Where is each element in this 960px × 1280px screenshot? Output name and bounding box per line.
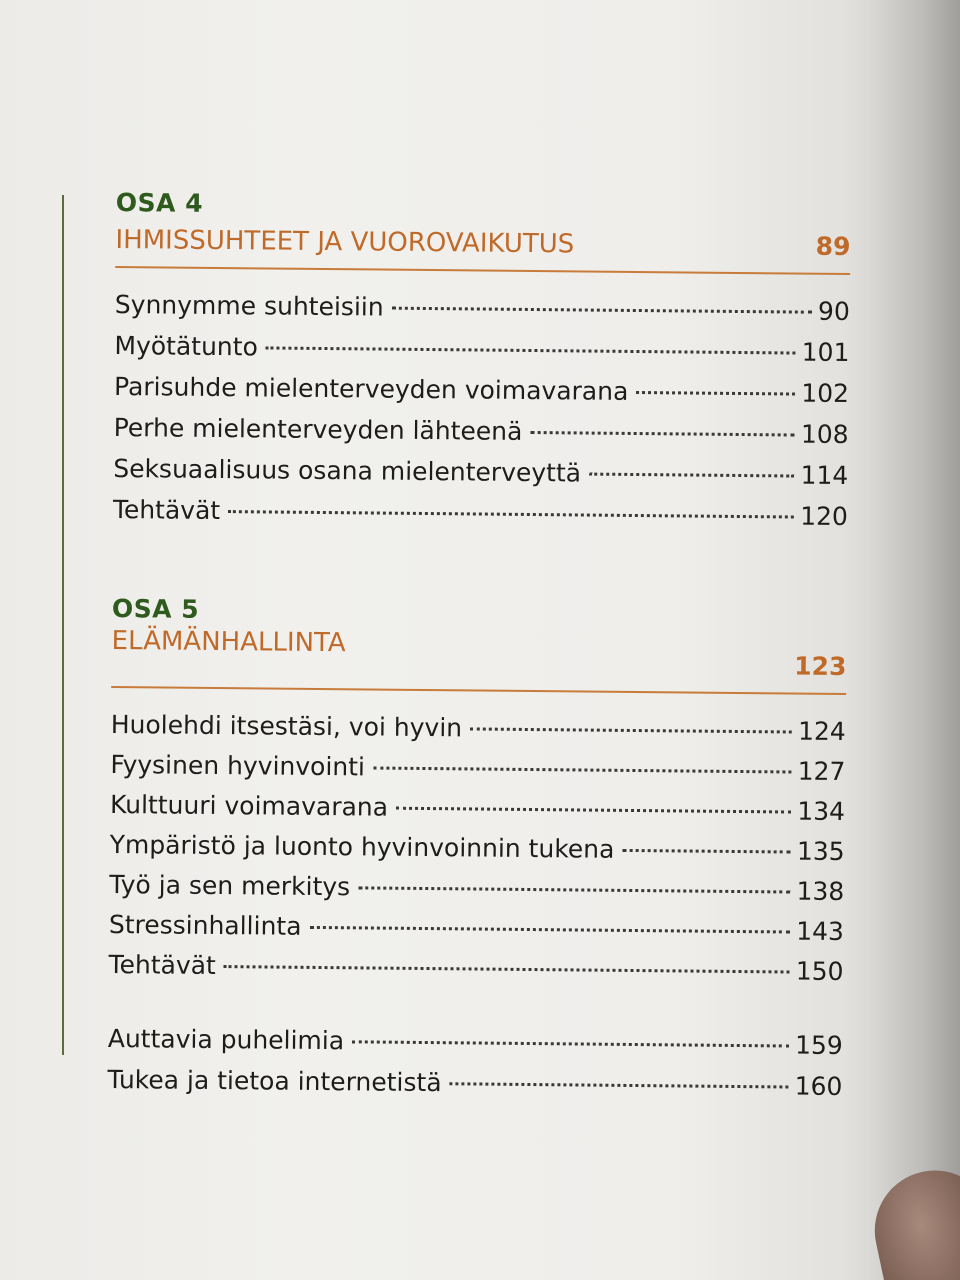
toc-entry <box>109 870 844 917</box>
part-4-section <box>113 186 851 543</box>
toc-entry-title: Huolehdi itsestäsi, voi hyvin <box>110 709 463 743</box>
toc-entry <box>110 790 845 837</box>
toc-entry-title: Perhe mielenterveyden lähteenä <box>113 412 523 446</box>
toc-entry-page: 135 <box>796 836 845 867</box>
toc-entry <box>108 950 843 997</box>
toc-entry <box>114 372 849 420</box>
toc-entry <box>109 830 844 877</box>
part-page-number: 123 <box>794 651 847 682</box>
toc-entry-page: 124 <box>797 716 846 747</box>
toc-entry-page: 160 <box>794 1071 843 1102</box>
toc-entry-title: Seksuaalisuus osana mielenterveyttä <box>113 453 582 488</box>
toc-entry <box>113 413 848 461</box>
toc-entry-page: 127 <box>797 756 846 787</box>
toc-entry <box>110 750 845 797</box>
dot-leader <box>589 473 795 478</box>
dot-leader <box>266 346 796 354</box>
toc-entry-title: Myötätunto <box>114 330 258 362</box>
toc-entry-page: 108 <box>800 419 849 450</box>
toc-entry-title: Synnymme suhteisiin <box>114 289 384 322</box>
toc-list <box>113 290 850 543</box>
toc-entry <box>113 495 848 543</box>
heading-rule <box>111 686 846 695</box>
toc-entry <box>114 331 849 379</box>
table-of-contents <box>107 186 851 1113</box>
toc-entry-title: Tehtävät <box>108 949 216 980</box>
dot-leader <box>396 807 791 814</box>
toc-entry-page: 114 <box>800 460 849 491</box>
toc-entry-page: 159 <box>794 1030 843 1061</box>
toc-entry-title: Stressinhallinta <box>108 909 302 941</box>
toc-entry-page: 150 <box>795 956 844 987</box>
page-edge-shadow <box>870 0 960 1280</box>
toc-entry <box>107 1065 842 1113</box>
toc-entry <box>113 454 848 502</box>
dot-leader <box>622 849 791 854</box>
dot-leader <box>450 1082 789 1088</box>
dot-leader <box>358 886 790 893</box>
part-title: ELÄMÄNHALLINTA <box>111 625 346 659</box>
toc-entry <box>109 910 844 957</box>
dot-leader <box>373 766 792 773</box>
toc-entry <box>108 1024 843 1072</box>
toc-entry-title: Ympäristö ja luonto hyvinvoinnin tukena <box>109 829 615 864</box>
dot-leader <box>530 431 795 437</box>
toc-entry <box>115 290 850 338</box>
dot-leader <box>392 307 812 314</box>
toc-entry-title: Tukea ja tietoa internetistä <box>107 1064 442 1098</box>
section-spacer <box>112 536 848 599</box>
toc-entry-title: Kulttuuri voimavarana <box>109 789 389 822</box>
part-heading <box>111 626 846 687</box>
dot-leader <box>636 391 795 396</box>
toc-entry-title: Tehtävät <box>112 494 221 526</box>
toc-entry-page: 134 <box>797 796 846 827</box>
toc-entry-title: Auttavia puhelimia <box>107 1023 345 1056</box>
part-heading <box>115 220 850 267</box>
part-title: IHMISSUHTEET JA VUOROVAIKUTUS <box>115 224 575 260</box>
part-label: OSA 5 <box>111 593 200 624</box>
dot-leader <box>470 727 792 733</box>
dot-leader <box>224 965 790 973</box>
dot-leader <box>309 926 790 934</box>
part-label: OSA 4 <box>115 187 204 218</box>
toc-entry-page: 101 <box>801 337 850 368</box>
part-page-number: 89 <box>815 231 851 262</box>
margin-bar <box>62 195 64 1055</box>
toc-entry-title: Parisuhde mielenterveyden voimavarana <box>113 371 629 406</box>
appendix-section <box>107 1024 843 1113</box>
toc-list <box>107 1024 843 1113</box>
toc-entry-title: Fyysinen hyvinvointi <box>110 749 366 782</box>
toc-entry-page: 90 <box>817 296 850 327</box>
toc-entry <box>111 710 846 757</box>
toc-entry-page: 143 <box>796 916 845 947</box>
toc-entry-page: 120 <box>800 501 848 532</box>
toc-entry-page: 138 <box>796 876 845 907</box>
toc-entry-page: 102 <box>801 378 850 409</box>
toc-list <box>108 710 846 997</box>
toc-entry-title: Työ ja sen merkitys <box>109 869 351 902</box>
heading-rule <box>115 266 850 275</box>
dot-leader <box>228 510 794 518</box>
dot-leader <box>352 1040 789 1047</box>
part-5-section <box>108 592 847 997</box>
